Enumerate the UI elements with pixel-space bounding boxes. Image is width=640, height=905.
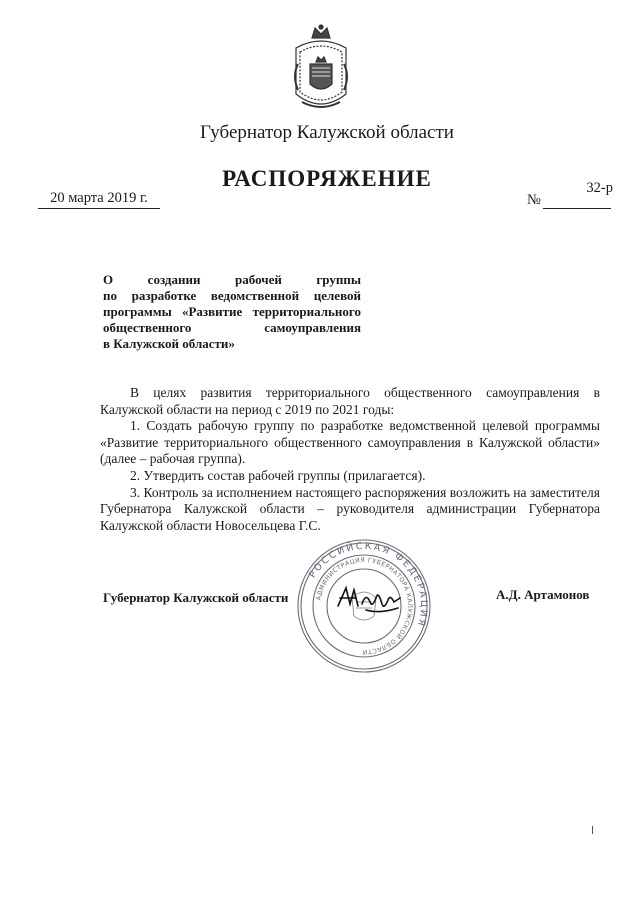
body-paragraph: В целях развития территориального общественного самоуправления в Калужской области на период с 2019 по 2021 годы: [100, 385, 600, 417]
number-underline [543, 208, 611, 209]
subject-line: по разработке ведомственной целевой [103, 288, 361, 303]
document-subject [103, 272, 361, 352]
seal-inner-text: АДМИНИСТРАЦИЯ ГУБЕРНАТОРА КАЛУЖСКОЙ ОБЛАСТИ [315, 556, 414, 656]
document-type-heading: РАСПОРЯЖЕНИЕ [222, 166, 432, 191]
signatory-name: А.Д. Артамонов [496, 587, 590, 602]
document-issuer-title: Губернатор Калужской области [200, 122, 454, 143]
signatory-position: Губернатор Калужской области [103, 590, 289, 605]
subject-line: общественного самоуправления [103, 320, 361, 335]
subject-line: программы «Развитие территориального [103, 304, 361, 319]
seal-outer-text: РОССИЙСКАЯ ФЕДЕРАЦИЯ [307, 540, 430, 629]
document-number-field [527, 180, 615, 212]
coat-of-arms-icon [290, 24, 352, 116]
document-date: 20 марта 2019 г. [38, 190, 160, 209]
document-number: 32-р [586, 180, 613, 196]
body-paragraph: 1. Создать рабочую группу по разработке ведомственной целевой программы «Развитие территориального общественного самоуправления в Калужской области» (далее – рабочая группа). [100, 418, 600, 467]
number-sign: № [527, 192, 541, 208]
document-body [100, 385, 600, 534]
subject-line: в Калужской области» [103, 336, 235, 351]
subject-line: О создании рабочей группы [103, 272, 361, 287]
page-mark [592, 826, 593, 834]
handwritten-signature-icon [332, 580, 404, 618]
body-paragraph: 2. Утвердить состав рабочей группы (прилагается). [130, 467, 426, 483]
body-paragraph: 3. Контроль за исполнением настоящего распоряжения возложить на заместителя Губернатора Калужской области – руководителя администрации Губернатора Калужской области Новосельцева Г.С. [100, 484, 600, 533]
